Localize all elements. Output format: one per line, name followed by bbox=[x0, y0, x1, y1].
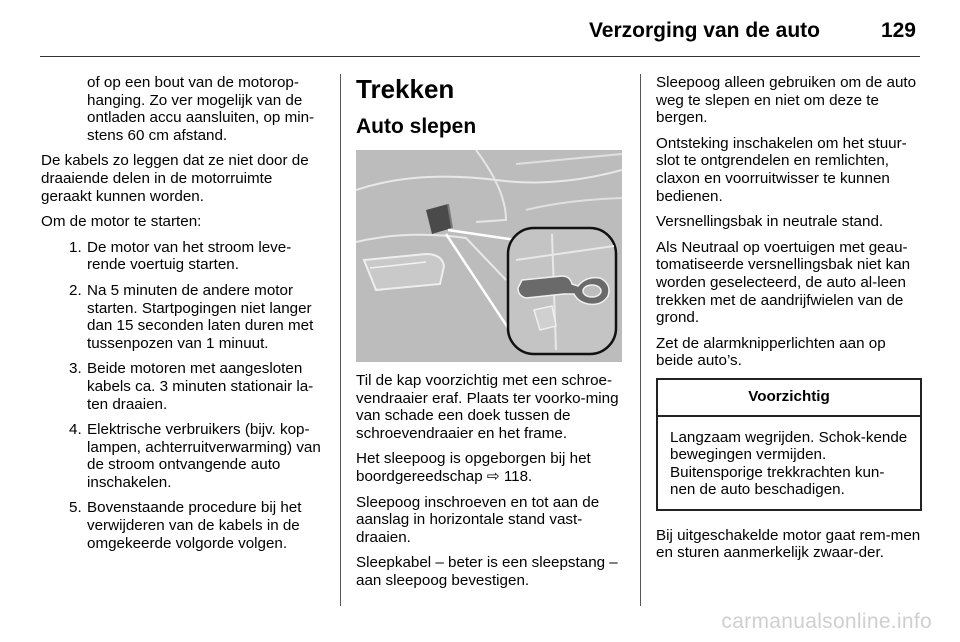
paragraph: De kabels zo leggen dat ze niet door de draaiende delen in de motorruimte geraakt kunnen worden. bbox=[41, 152, 309, 205]
start-steps-list bbox=[41, 239, 324, 553]
paragraph: Sleepkabel – beter is een sleepstang – aan sleepoog bevestigen. bbox=[356, 554, 618, 589]
step-text: Na 5 minuten de andere motor starten. Startpogingen niet langer dan 15 seconden laten duren met tussenpozen van 1 minuut. bbox=[87, 281, 314, 352]
step-text: De motor van het stroom leve-rende voertuig starten. bbox=[87, 238, 292, 274]
list-item bbox=[41, 239, 324, 274]
list-item bbox=[41, 282, 324, 352]
list-item bbox=[41, 421, 324, 491]
paragraph: Versnellingsbak in neutrale stand. bbox=[656, 213, 884, 231]
tow-eye-drawing bbox=[356, 150, 622, 362]
step-number: 3. bbox=[69, 360, 82, 378]
caution-box bbox=[656, 378, 922, 511]
page-number: 129 bbox=[880, 19, 916, 42]
paragraph: Sleepoog alleen gebruiken om de auto weg te slepen en niet om deze te bergen. bbox=[656, 74, 917, 127]
paragraph: Als Neutraal op voertuigen met geau-tomatiseerde versnellingsbak niet kan worden geselecteerd, de auto al-leen trekken met de aandrijfwielen van de grond. bbox=[656, 238, 911, 327]
paragraph: Zet de alarmknipperlichten aan op beide auto’s. bbox=[656, 334, 886, 370]
list-item bbox=[41, 360, 324, 413]
tow-eye-illustration bbox=[356, 150, 622, 362]
caution-title: Voorzichtig bbox=[658, 380, 920, 417]
column-left bbox=[41, 74, 324, 560]
page-header bbox=[40, 10, 920, 57]
step-number: 2. bbox=[69, 281, 82, 299]
caution-text: Langzaam wegrijden. Schok-kende bewegingen vermijden. Buitensporige trekkrachten kun-nen de auto beschadigen. bbox=[670, 428, 908, 499]
header-title: Verzorging van de auto bbox=[588, 19, 820, 42]
step-number: 1. bbox=[69, 238, 82, 256]
subsection-heading: Auto slepen bbox=[356, 115, 477, 138]
paragraph: Bij uitgeschakelde motor gaat rem-men en sturen aanmerkelijk zwaar-der. bbox=[656, 526, 921, 562]
paragraph: Sleepoog inschroeven en tot aan de aanslag in horizontale stand vast-draaien. bbox=[356, 493, 600, 546]
step-number: 4. bbox=[69, 421, 82, 439]
continued-step-text: of op een bout van de motorop-hanging. Zo ver mogelijk van de ontladen accu aansluiten, op min-stens 60 cm afstand. bbox=[87, 74, 315, 144]
step-text: Elektrische verbruikers (bijv. kop-lampen, achterruitverwarming) van de stroom ontvangende auto inschakelen. bbox=[87, 421, 321, 491]
column-middle bbox=[356, 74, 624, 598]
step-number: 5. bbox=[69, 499, 82, 517]
column-divider bbox=[640, 74, 641, 606]
list-item bbox=[41, 499, 324, 552]
column-right bbox=[656, 74, 922, 570]
step-text: Bovenstaande procedure bij het verwijderen van de kabels in de omgekeerde volgorde volgen. bbox=[87, 499, 302, 552]
step-text: Beide motoren met aangesloten kabels ca. 3 minuten stationair la-ten draaien. bbox=[87, 360, 314, 413]
section-heading: Trekken bbox=[356, 74, 455, 104]
column-divider bbox=[340, 74, 341, 606]
paragraph: Til de kap voorzichtig met een schroe-vendraaier eraf. Plaats ter voorko-ming van schade een doek tussen de schroevendraaier en het frame. bbox=[356, 372, 619, 442]
paragraph: Om de motor te starten: bbox=[41, 213, 202, 231]
paragraph: Ontsteking inschakelen om het stuur-slot te ontgrendelen en remlichten, claxon en voorruitwisser te kunnen bedienen. bbox=[656, 134, 907, 205]
watermark: carmanualsonline.info bbox=[721, 610, 932, 633]
paragraph: Het sleepoog is opgeborgen bij het boordgereedschap ⇨ 118. bbox=[356, 450, 591, 485]
